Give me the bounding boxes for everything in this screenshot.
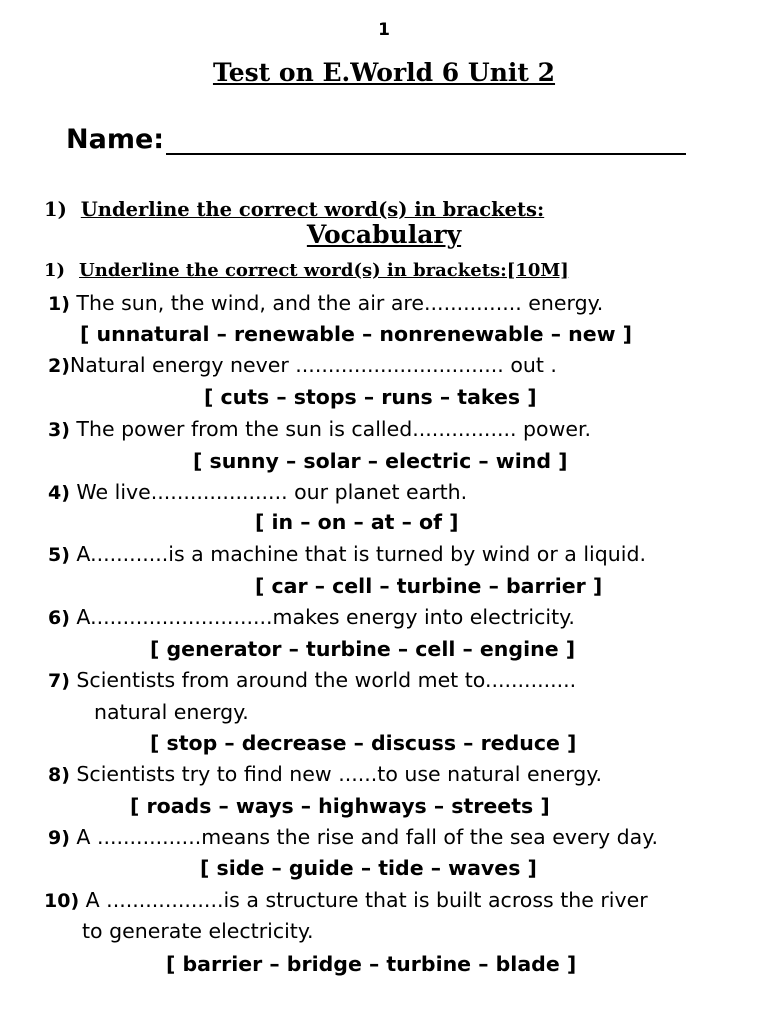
question-10-options[interactable]: [ barrier – bridge – turbine – blade ] <box>166 952 577 976</box>
question-9 <box>48 823 658 852</box>
question-8 <box>48 760 602 789</box>
page-title: Test on E.World 6 Unit 2 <box>212 58 556 87</box>
question-text: The power from the sun is called................ power. <box>69 417 592 441</box>
question-9-options[interactable]: [ side – guide – tide – waves ] <box>200 856 537 880</box>
question-text: We live..................... our planet earth. <box>69 480 468 504</box>
question-10 <box>44 886 648 915</box>
instruction-2 <box>44 260 569 281</box>
instruction-2-number: 1) <box>44 260 66 281</box>
question-7 <box>48 666 576 695</box>
name-blank-line[interactable] <box>166 125 686 155</box>
question-8-options[interactable]: [ roads – ways – highways – streets ] <box>130 794 550 818</box>
question-5 <box>48 540 646 569</box>
question-text: A ................means the rise and fall of the sea every day. <box>69 825 658 849</box>
question-text: A............................makes energy into electricity. <box>69 605 575 629</box>
question-text: The sun, the wind, and the air are............... energy. <box>69 291 604 315</box>
question-number: 7) <box>48 670 70 692</box>
question-text: Natural energy never ................................ out . <box>69 353 557 377</box>
question-number: 9) <box>48 827 70 849</box>
question-text: A............is a machine that is turned by wind or a liquid. <box>69 542 646 566</box>
question-7-continuation: natural energy. <box>94 700 249 724</box>
question-number: 10) <box>44 890 80 912</box>
instruction-1-text: Underline the correct word(s) in brackets: <box>80 198 545 221</box>
question-number: 5) <box>48 544 70 566</box>
instruction-1-number: 1) <box>44 198 67 221</box>
question-2 <box>48 351 557 380</box>
instruction-2-text: Underline the correct word(s) in brackets:[10M] <box>79 260 569 281</box>
question-number: 2) <box>48 355 70 377</box>
question-text: Scientists try to find new ......to use natural energy. <box>69 762 602 786</box>
question-10-continuation: to generate electricity. <box>82 919 314 943</box>
question-number: 8) <box>48 764 70 786</box>
question-4 <box>48 478 467 507</box>
question-3-options[interactable]: [ sunny – solar – electric – wind ] <box>193 449 568 473</box>
question-text: Scientists from around the world met to.............. <box>69 668 577 692</box>
question-1-options[interactable]: [ unnatural – renewable – nonrenewable – new ] <box>80 322 633 346</box>
section-title: Vocabulary <box>306 220 462 249</box>
question-3 <box>48 415 591 444</box>
question-1 <box>48 289 603 318</box>
name-label: Name: <box>66 124 165 155</box>
instruction-1 <box>44 198 544 221</box>
name-field <box>66 124 686 155</box>
question-number: 6) <box>48 607 70 629</box>
question-number: 1) <box>48 293 70 315</box>
question-2-options[interactable]: [ cuts – stops – runs – takes ] <box>204 385 537 409</box>
question-6 <box>48 603 575 632</box>
question-7-options[interactable]: [ stop – decrease – discuss – reduce ] <box>150 731 577 755</box>
question-number: 4) <box>48 482 70 504</box>
question-number: 3) <box>48 419 70 441</box>
question-6-options[interactable]: [ generator – turbine – cell – engine ] <box>150 637 576 661</box>
question-4-options[interactable]: [ in – on – at – of ] <box>255 510 459 534</box>
question-5-options[interactable]: [ car – cell – turbine – barrier ] <box>255 574 603 598</box>
page-number: 1 <box>378 20 390 40</box>
question-text: A ..................is a structure that is built across the river <box>79 888 648 912</box>
